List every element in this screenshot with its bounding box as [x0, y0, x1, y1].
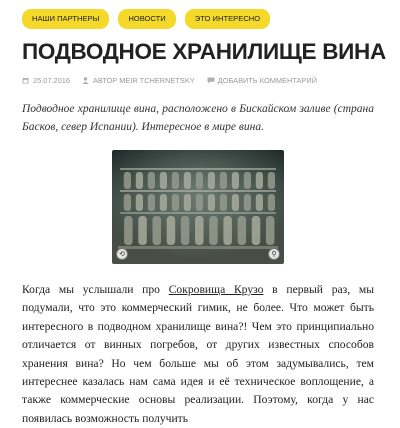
pin-icon[interactable]: ⚲ — [268, 248, 280, 260]
meta-author[interactable] — [82, 76, 195, 85]
calendar-icon — [22, 77, 29, 84]
comment-icon — [207, 77, 214, 84]
meta-date — [22, 76, 70, 85]
share-icon[interactable]: ⟲ — [116, 248, 128, 260]
tag-interesting[interactable]: ЭТО ИНТЕРЕСНО — [185, 9, 270, 29]
article-title: ПОДВОДНОЕ ХРАНИЛИЩЕ ВИНА — [22, 39, 386, 64]
comment-link: ДОБАВИТЬ КОММЕНТАРИЙ — [217, 76, 318, 85]
author-text: АВТОР MEIR TCHERNETSKY — [93, 76, 195, 85]
article-meta — [22, 76, 329, 85]
body-text-start: Когда мы услышали про — [22, 283, 169, 296]
date-text: 25.07.2016 — [33, 76, 70, 85]
category-tags — [22, 9, 270, 29]
article-intro: Подводное хранилище вина, расположено в Бискайском заливе (страна Басков, север Испании). Интересное в мире вина. — [22, 103, 374, 133]
user-icon — [82, 77, 89, 84]
article-body — [22, 281, 374, 428]
article-photo[interactable] — [112, 150, 284, 264]
tag-news[interactable]: НОВОСТИ — [118, 9, 175, 29]
tag-partners[interactable]: НАШИ ПАРТНЕРЫ — [22, 9, 109, 29]
body-text-rest: в первый раз, мы подумали, что это коммерческий гимик, не более. Что может быть интересного в подводном хранилище вина?! Чем это принципиально отличается от винных погребов, от других известных способов хранения вина? Но чем больше мы об этом задумывались, тем интереснее казалась нам сама идея и её техническое воплощение, а также коммерческие основы реализации. Поэтому, когда у нас появилась возможность получить — [22, 283, 374, 425]
crusoe-treasure-link[interactable]: Сокровища Крузо — [168, 283, 264, 296]
meta-comment[interactable] — [207, 76, 317, 85]
